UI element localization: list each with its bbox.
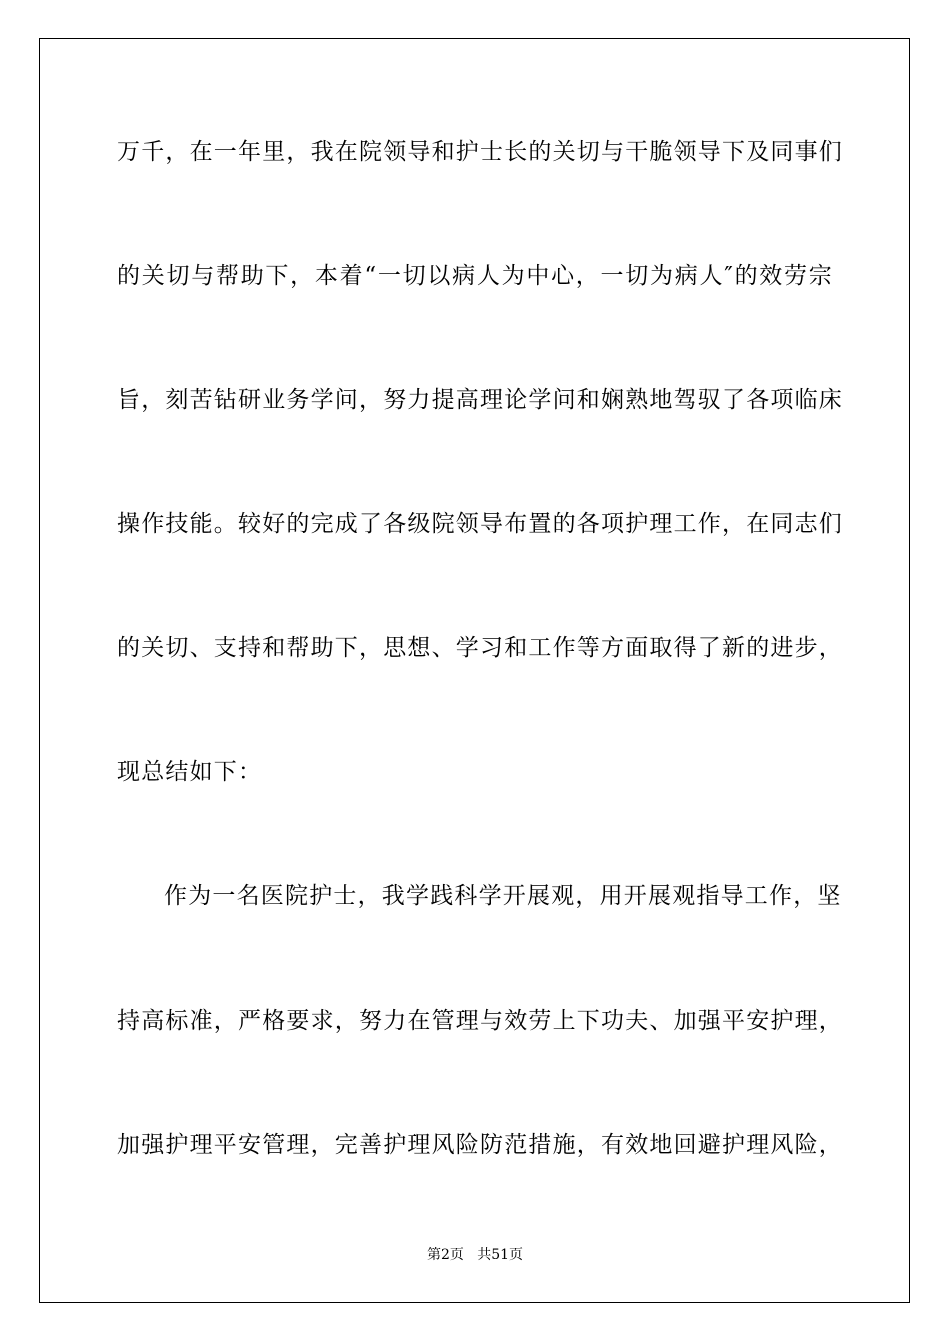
text-line: 的关切与帮助下，本着“一切以病人为中心，一切为病人″的效劳宗 [117,263,833,289]
text-line: 现总结如下： [117,759,263,785]
page-number-footer: 第2页 共51页 [426,1247,524,1263]
text-line: 旨，刻苦钻研业务学问，努力提高理论学问和娴熟地驾驭了各项临床 [117,387,843,413]
text-line: 的关切、支持和帮助下，思想、学习和工作等方面取得了新的进步， [117,635,843,661]
text-line: 持高标准，严格要求，努力在管理与效劳上下功夫、加强平安护理， [117,1008,843,1034]
text-line: 操作技能。较好的完成了各级院领导布置的各项护理工作，在同志们 [117,511,843,537]
page-border [39,38,910,1303]
text-line: 万千，在一年里，我在院领导和护士长的关切与干脆领导下及同事们 [117,139,843,165]
text-line: 加强护理平安管理，完善护理风险防范措施，有效地回避护理风险， [117,1132,843,1158]
paragraph-first-line: 作为一名医院护士，我学践科学开展观，用开展观指导工作，坚 [164,883,842,909]
